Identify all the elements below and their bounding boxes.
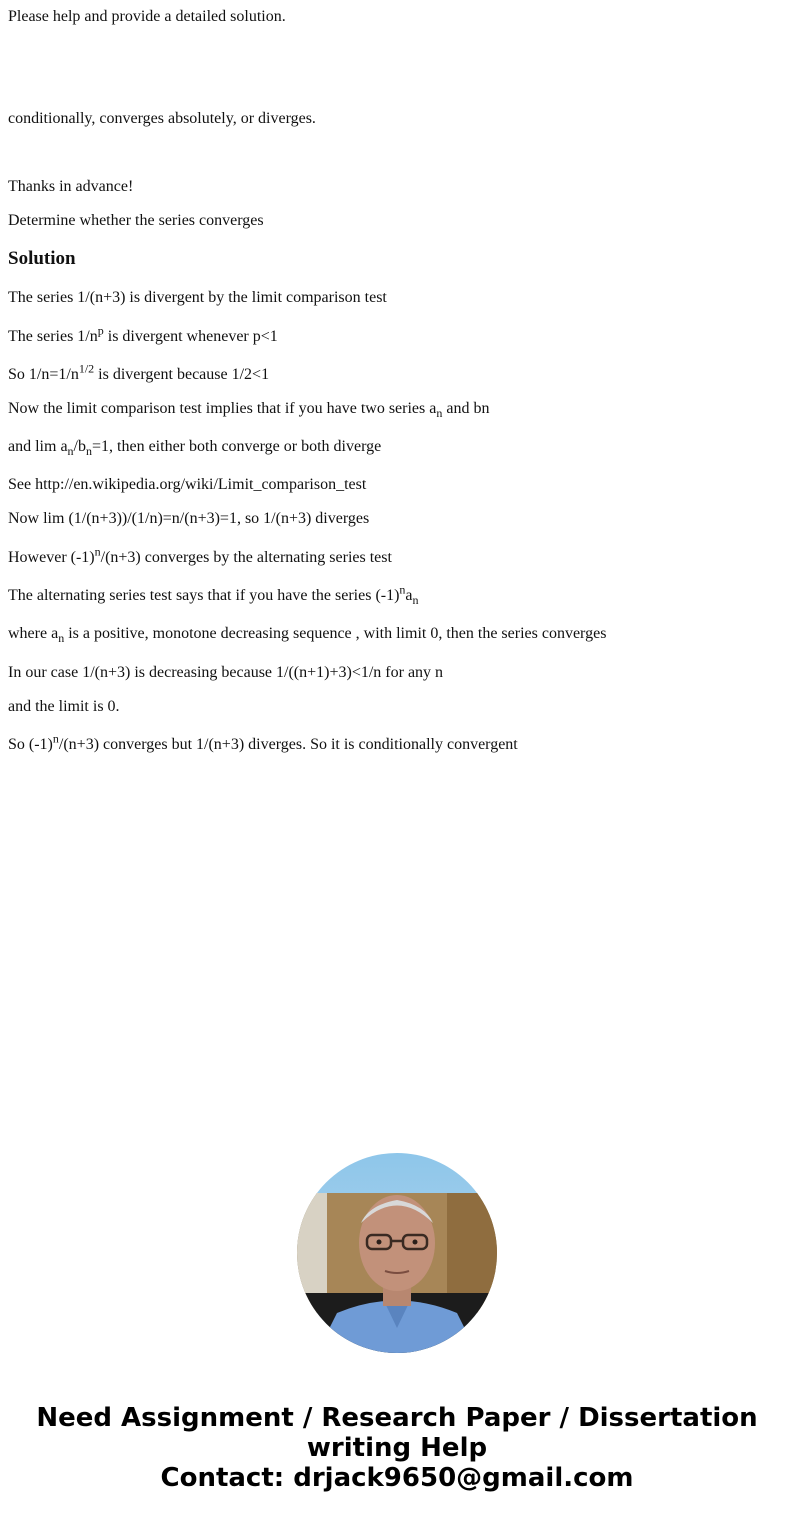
text: /(n+3) converges but 1/(n+3) diverges. So it is conditionally convergent bbox=[58, 736, 518, 753]
question-request: Please help and provide a detailed solution. bbox=[8, 8, 286, 25]
subscript: n bbox=[436, 406, 443, 421]
text: So (-1) bbox=[8, 736, 53, 753]
text: /(n+3) converges by the alternating series test bbox=[100, 549, 392, 566]
solution-line-4 bbox=[8, 399, 489, 419]
solution-line-3 bbox=[8, 361, 270, 385]
text: The series 1/n bbox=[8, 328, 98, 345]
text: However (-1) bbox=[8, 549, 95, 566]
superscript: n bbox=[94, 544, 101, 559]
solution-line-11: In our case 1/(n+3) is decreasing because 1/((n+1)+3)<1/n for any n bbox=[8, 664, 444, 681]
subscript: n bbox=[86, 444, 92, 459]
superscript: p bbox=[97, 323, 104, 338]
superscript: n bbox=[399, 582, 406, 597]
text: is a positive, monotone decreasing sequence , with limit 0, then the series converges bbox=[64, 625, 607, 642]
footer-banner bbox=[0, 1403, 794, 1493]
text: a bbox=[405, 587, 413, 604]
text: where a bbox=[8, 625, 59, 642]
solution-line-2 bbox=[8, 323, 278, 347]
footer-line-2: writing Help bbox=[306, 1433, 488, 1463]
superscript: n bbox=[52, 731, 59, 746]
subscript: n bbox=[412, 593, 419, 608]
solution-line-7: Now lim (1/(n+3))/(1/n)=n/(n+3)=1, so 1/(n+3) diverges bbox=[8, 510, 370, 527]
solution-line-9 bbox=[8, 582, 419, 608]
solution-line-8 bbox=[8, 544, 392, 568]
solution-heading: Solution bbox=[8, 248, 76, 269]
text: The alternating series test says that if you have the series (-1) bbox=[8, 587, 400, 604]
text: is divergent whenever p<1 bbox=[103, 328, 278, 345]
solution-line-1: The series 1/(n+3) is divergent by the limit comparison test bbox=[8, 289, 387, 306]
solution-line-10 bbox=[8, 624, 606, 644]
text: is divergent because 1/2<1 bbox=[94, 366, 270, 383]
solution-line-12: and the limit is 0. bbox=[8, 698, 120, 715]
question-thanks: Thanks in advance! bbox=[8, 178, 134, 195]
text: So 1/n=1/n bbox=[8, 366, 79, 383]
text: Now the limit comparison test implies that if you have two series a bbox=[8, 400, 437, 417]
question-options: conditionally, converges absolutely, or diverges. bbox=[8, 110, 316, 127]
footer-line-1: Need Assignment / Research Paper / Dissertation bbox=[36, 1403, 758, 1433]
solution-line-13 bbox=[8, 731, 518, 755]
question-prompt: Determine whether the series converges bbox=[8, 212, 264, 229]
text: =1, then either both converge or both diverge bbox=[92, 438, 382, 455]
footer-contact: Contact: drjack9650@gmail.com bbox=[160, 1463, 634, 1493]
text: and bn bbox=[442, 400, 490, 417]
solution-line-5 bbox=[8, 437, 381, 457]
text: /b bbox=[73, 438, 86, 455]
superscript: 1/2 bbox=[78, 361, 95, 376]
avatar bbox=[297, 1153, 497, 1353]
text: and lim a bbox=[8, 438, 68, 455]
subscript: n bbox=[58, 631, 65, 646]
avatar-portrait bbox=[297, 1153, 497, 1353]
subscript: n bbox=[67, 444, 74, 459]
solution-line-6: See http://en.wikipedia.org/wiki/Limit_comparison_test bbox=[8, 476, 367, 493]
